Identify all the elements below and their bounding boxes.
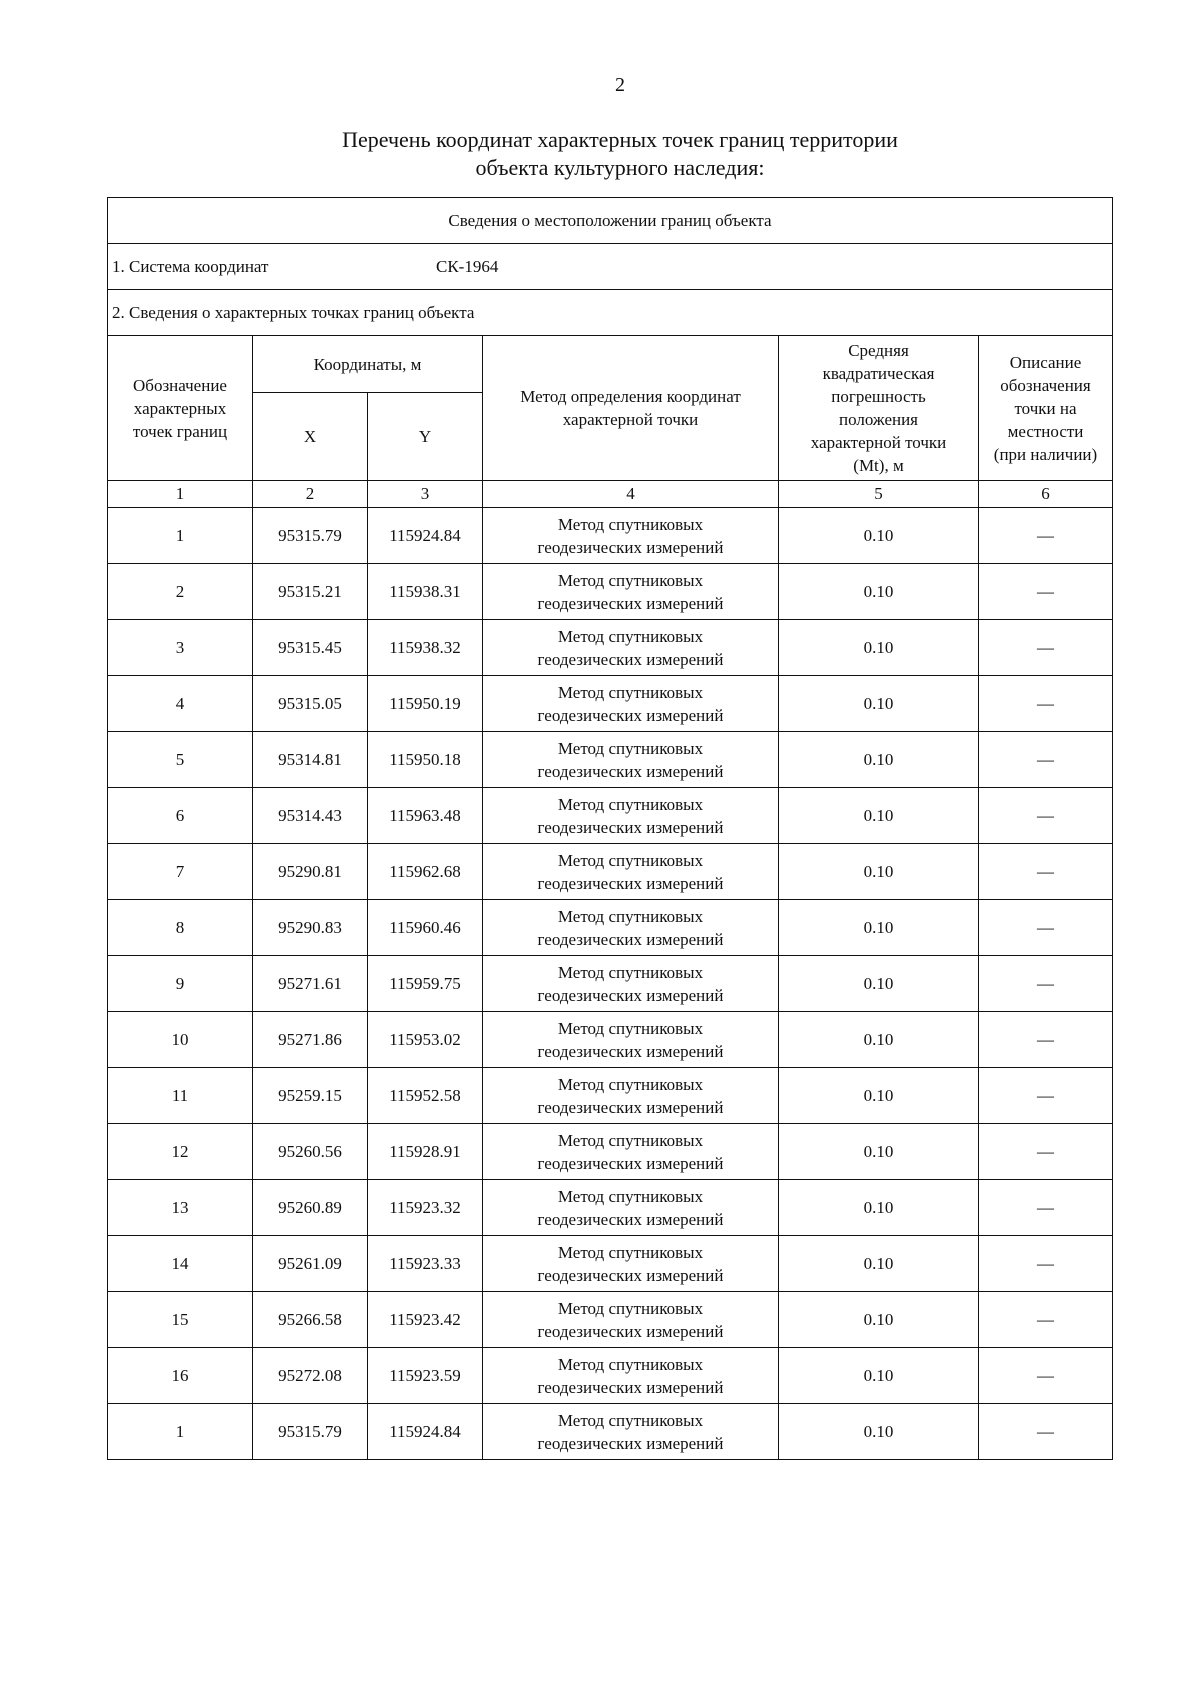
method-line: геодезических измерений bbox=[537, 1377, 724, 1397]
method-line: геодезических измерений bbox=[537, 929, 724, 949]
mean-square-error-cell: 0.10 bbox=[779, 564, 979, 620]
coordinate-system-value: СК-1964 bbox=[436, 256, 499, 276]
mean-square-error-cell: 0.10 bbox=[779, 732, 979, 788]
column-number: 6 bbox=[979, 481, 1113, 508]
header-description-line: Описание bbox=[1009, 352, 1082, 372]
description-cell: — bbox=[979, 1236, 1113, 1292]
method-line: геодезических измерений bbox=[537, 1041, 724, 1061]
point-id-cell: 9 bbox=[108, 956, 253, 1012]
method-line: Метод спутниковых bbox=[557, 1074, 704, 1094]
x-coordinate-cell: 95315.79 bbox=[253, 508, 368, 564]
mean-square-error-cell: 0.10 bbox=[779, 1292, 979, 1348]
point-id-cell: 15 bbox=[108, 1292, 253, 1348]
method-line: геодезических измерений bbox=[537, 985, 724, 1005]
method-line: Метод спутниковых bbox=[557, 906, 704, 926]
method-line: Метод спутниковых bbox=[557, 514, 704, 534]
table-row bbox=[108, 564, 1113, 620]
mean-square-error-cell: 0.10 bbox=[779, 1180, 979, 1236]
column-number-row bbox=[108, 481, 1113, 508]
header-method-line: Метод определения координат bbox=[520, 387, 741, 406]
mean-square-error-cell: 0.10 bbox=[779, 1012, 979, 1068]
table-row bbox=[108, 956, 1113, 1012]
table-row bbox=[108, 508, 1113, 564]
point-id-cell: 12 bbox=[108, 1124, 253, 1180]
method-cell bbox=[483, 844, 779, 900]
header-description-line: местности bbox=[1007, 421, 1084, 441]
method-cell bbox=[483, 508, 779, 564]
method-cell bbox=[483, 1012, 779, 1068]
x-coordinate-cell: 95266.58 bbox=[253, 1292, 368, 1348]
coordinate-system-label: 1. Система координат bbox=[112, 256, 269, 276]
header-error-line: погрешность bbox=[831, 387, 926, 406]
header-description-line: (при наличии) bbox=[993, 444, 1098, 464]
method-line: Метод спутниковых bbox=[557, 626, 704, 646]
method-line: Метод спутниковых bbox=[557, 570, 704, 590]
header-coordinates: Координаты, м bbox=[253, 336, 483, 393]
description-cell: — bbox=[979, 844, 1113, 900]
description-cell: — bbox=[979, 508, 1113, 564]
mean-square-error-cell: 0.10 bbox=[779, 1404, 979, 1460]
method-line: Метод спутниковых bbox=[557, 1186, 704, 1206]
y-coordinate-cell: 115950.18 bbox=[368, 732, 483, 788]
title-line-2: объекта культурного наследия: bbox=[475, 155, 765, 180]
description-cell: — bbox=[979, 676, 1113, 732]
header-error-line: Средняя bbox=[848, 341, 909, 360]
header-error-line: квадратическая bbox=[822, 364, 935, 383]
x-coordinate-cell: 95259.15 bbox=[253, 1068, 368, 1124]
column-number: 5 bbox=[779, 481, 979, 508]
y-coordinate-cell: 115923.59 bbox=[368, 1348, 483, 1404]
method-line: геодезических измерений bbox=[537, 1097, 724, 1117]
column-number: 3 bbox=[368, 481, 483, 508]
point-id-cell: 2 bbox=[108, 564, 253, 620]
header-error-line: положения bbox=[838, 410, 918, 429]
y-coordinate-cell: 115923.32 bbox=[368, 1180, 483, 1236]
method-line: геодезических измерений bbox=[537, 537, 724, 557]
method-line: Метод спутниковых bbox=[557, 962, 704, 982]
y-coordinate-cell: 115963.48 bbox=[368, 788, 483, 844]
method-cell bbox=[483, 1292, 779, 1348]
description-cell: — bbox=[979, 900, 1113, 956]
method-line: Метод спутниковых bbox=[557, 1242, 704, 1262]
mean-square-error-cell: 0.10 bbox=[779, 900, 979, 956]
description-cell: — bbox=[979, 788, 1113, 844]
method-cell bbox=[483, 620, 779, 676]
table-row bbox=[108, 1124, 1113, 1180]
point-id-cell: 1 bbox=[108, 1404, 253, 1460]
description-cell: — bbox=[979, 1068, 1113, 1124]
point-id-cell: 4 bbox=[108, 676, 253, 732]
method-line: Метод спутниковых bbox=[557, 1354, 704, 1374]
x-coordinate-cell: 95315.79 bbox=[253, 1404, 368, 1460]
y-coordinate-cell: 115928.91 bbox=[368, 1124, 483, 1180]
header-designation-line: точек границ bbox=[132, 421, 228, 441]
method-line: Метод спутниковых bbox=[557, 850, 704, 870]
column-number: 4 bbox=[483, 481, 779, 508]
method-line: Метод спутниковых bbox=[557, 738, 704, 758]
description-cell: — bbox=[979, 564, 1113, 620]
point-id-cell: 5 bbox=[108, 732, 253, 788]
method-cell bbox=[483, 1068, 779, 1124]
description-cell: — bbox=[979, 1404, 1113, 1460]
point-id-cell: 3 bbox=[108, 620, 253, 676]
y-coordinate-cell: 115924.84 bbox=[368, 1404, 483, 1460]
mean-square-error-cell: 0.10 bbox=[779, 1236, 979, 1292]
point-id-cell: 13 bbox=[108, 1180, 253, 1236]
mean-square-error-cell: 0.10 bbox=[779, 1124, 979, 1180]
x-coordinate-cell: 95271.61 bbox=[253, 956, 368, 1012]
x-coordinate-cell: 95260.89 bbox=[253, 1180, 368, 1236]
table-row bbox=[108, 788, 1113, 844]
method-line: Метод спутниковых bbox=[557, 1018, 704, 1038]
table-body bbox=[108, 508, 1113, 1460]
table-row bbox=[108, 1292, 1113, 1348]
points-section-label: 2. Сведения о характерных точках границ объекта bbox=[108, 290, 1113, 336]
header-mean-square-error bbox=[779, 336, 979, 481]
method-line: геодезических измерений bbox=[537, 649, 724, 669]
method-cell bbox=[483, 732, 779, 788]
y-coordinate-cell: 115923.33 bbox=[368, 1236, 483, 1292]
method-line: Метод спутниковых bbox=[557, 1130, 704, 1150]
table-row bbox=[108, 1236, 1113, 1292]
point-id-cell: 7 bbox=[108, 844, 253, 900]
table-row bbox=[108, 1012, 1113, 1068]
method-line: геодезических измерений bbox=[537, 1433, 724, 1453]
point-id-cell: 14 bbox=[108, 1236, 253, 1292]
method-cell bbox=[483, 1236, 779, 1292]
x-coordinate-cell: 95260.56 bbox=[253, 1124, 368, 1180]
y-coordinate-cell: 115962.68 bbox=[368, 844, 483, 900]
method-line: геодезических измерений bbox=[537, 1265, 724, 1285]
x-coordinate-cell: 95261.09 bbox=[253, 1236, 368, 1292]
point-id-cell: 10 bbox=[108, 1012, 253, 1068]
x-coordinate-cell: 95271.86 bbox=[253, 1012, 368, 1068]
table-row bbox=[108, 1404, 1113, 1460]
method-line: геодезических измерений bbox=[537, 1209, 724, 1229]
method-cell bbox=[483, 956, 779, 1012]
description-cell: — bbox=[979, 732, 1113, 788]
mean-square-error-cell: 0.10 bbox=[779, 844, 979, 900]
x-coordinate-cell: 95315.05 bbox=[253, 676, 368, 732]
mean-square-error-cell: 0.10 bbox=[779, 620, 979, 676]
point-id-cell: 8 bbox=[108, 900, 253, 956]
document-title bbox=[0, 126, 1200, 182]
description-cell: — bbox=[979, 620, 1113, 676]
table-row bbox=[108, 844, 1113, 900]
header-y: Y bbox=[368, 393, 483, 481]
point-id-cell: 16 bbox=[108, 1348, 253, 1404]
page-number: 2 bbox=[615, 74, 625, 96]
mean-square-error-cell: 0.10 bbox=[779, 508, 979, 564]
method-cell bbox=[483, 1348, 779, 1404]
method-line: геодезических измерений bbox=[537, 761, 724, 781]
description-cell: — bbox=[979, 1012, 1113, 1068]
header-description bbox=[979, 336, 1113, 481]
header-designation bbox=[108, 336, 253, 481]
method-cell bbox=[483, 564, 779, 620]
table-row bbox=[108, 1068, 1113, 1124]
mean-square-error-cell: 0.10 bbox=[779, 1348, 979, 1404]
table-row bbox=[108, 900, 1113, 956]
table-row bbox=[108, 1180, 1113, 1236]
x-coordinate-cell: 95315.21 bbox=[253, 564, 368, 620]
column-number: 1 bbox=[108, 481, 253, 508]
y-coordinate-cell: 115924.84 bbox=[368, 508, 483, 564]
y-coordinate-cell: 115923.42 bbox=[368, 1292, 483, 1348]
point-id-cell: 1 bbox=[108, 508, 253, 564]
method-cell bbox=[483, 1124, 779, 1180]
header-error-line: характерной точки bbox=[810, 433, 947, 452]
mean-square-error-cell: 0.10 bbox=[779, 676, 979, 732]
header-description-line: обозначения bbox=[1000, 375, 1091, 395]
description-cell: — bbox=[979, 956, 1113, 1012]
description-cell: — bbox=[979, 1180, 1113, 1236]
description-cell: — bbox=[979, 1124, 1113, 1180]
y-coordinate-cell: 115960.46 bbox=[368, 900, 483, 956]
table-row bbox=[108, 732, 1113, 788]
mean-square-error-cell: 0.10 bbox=[779, 1068, 979, 1124]
mean-square-error-cell: 0.10 bbox=[779, 788, 979, 844]
method-line: геодезических измерений bbox=[537, 1153, 724, 1173]
method-line: геодезических измерений bbox=[537, 1321, 724, 1341]
header-x: X bbox=[253, 393, 368, 481]
x-coordinate-cell: 95314.81 bbox=[253, 732, 368, 788]
column-number: 2 bbox=[253, 481, 368, 508]
mean-square-error-cell: 0.10 bbox=[779, 956, 979, 1012]
method-line: Метод спутниковых bbox=[557, 1410, 704, 1430]
header-error-line: (Mt), м bbox=[853, 456, 904, 475]
y-coordinate-cell: 115938.32 bbox=[368, 620, 483, 676]
method-line: геодезических измерений bbox=[537, 593, 724, 613]
coordinate-system-row bbox=[108, 244, 1113, 290]
method-line: геодезических измерений bbox=[537, 705, 724, 725]
title-line-1: Перечень координат характерных точек границ территории bbox=[342, 127, 898, 152]
method-line: геодезических измерений bbox=[537, 817, 724, 837]
method-line: геодезических измерений bbox=[537, 873, 724, 893]
x-coordinate-cell: 95315.45 bbox=[253, 620, 368, 676]
table-row bbox=[108, 620, 1113, 676]
coordinates-table bbox=[107, 197, 1113, 1460]
point-id-cell: 6 bbox=[108, 788, 253, 844]
description-cell: — bbox=[979, 1292, 1113, 1348]
x-coordinate-cell: 95290.83 bbox=[253, 900, 368, 956]
method-line: Метод спутниковых bbox=[557, 1298, 704, 1318]
x-coordinate-cell: 95290.81 bbox=[253, 844, 368, 900]
description-cell: — bbox=[979, 1348, 1113, 1404]
table-row bbox=[108, 1348, 1113, 1404]
y-coordinate-cell: 115953.02 bbox=[368, 1012, 483, 1068]
y-coordinate-cell: 115959.75 bbox=[368, 956, 483, 1012]
header-description-line: точки на bbox=[1014, 398, 1077, 418]
x-coordinate-cell: 95272.08 bbox=[253, 1348, 368, 1404]
method-cell bbox=[483, 1404, 779, 1460]
section-header: Сведения о местоположении границ объекта bbox=[108, 198, 1113, 244]
header-method-line: характерной точки bbox=[562, 410, 699, 429]
y-coordinate-cell: 115938.31 bbox=[368, 564, 483, 620]
method-cell bbox=[483, 900, 779, 956]
method-line: Метод спутниковых bbox=[557, 794, 704, 814]
y-coordinate-cell: 115950.19 bbox=[368, 676, 483, 732]
method-cell bbox=[483, 788, 779, 844]
method-cell bbox=[483, 676, 779, 732]
x-coordinate-cell: 95314.43 bbox=[253, 788, 368, 844]
header-method bbox=[483, 336, 779, 481]
y-coordinate-cell: 115952.58 bbox=[368, 1068, 483, 1124]
point-id-cell: 11 bbox=[108, 1068, 253, 1124]
method-cell bbox=[483, 1180, 779, 1236]
method-line: Метод спутниковых bbox=[557, 682, 704, 702]
header-designation-line: Обозначение bbox=[133, 375, 227, 395]
header-designation-line: характерных bbox=[133, 398, 227, 418]
table-row bbox=[108, 676, 1113, 732]
